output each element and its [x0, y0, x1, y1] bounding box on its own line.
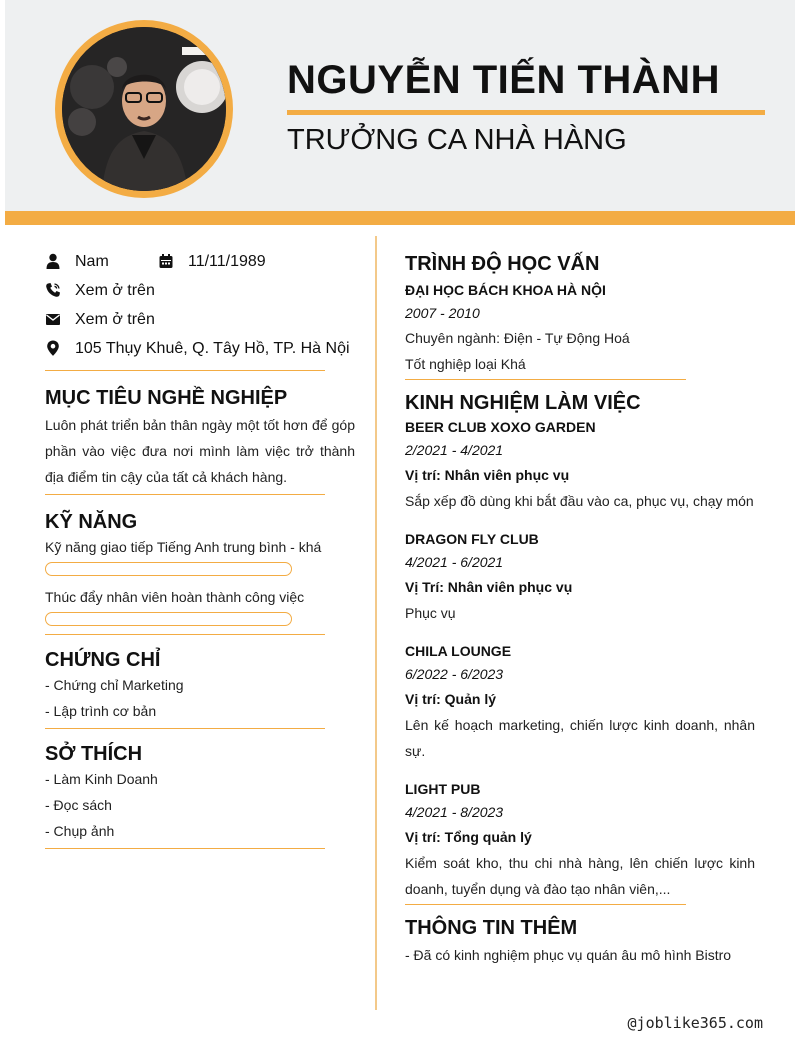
education-major: Chuyên ngành: Điện - Tự Động Hoá [405, 330, 630, 346]
phone-value: Xem ở trên [75, 282, 155, 299]
hobbies-heading: SỞ THÍCH [45, 743, 143, 765]
job-role: Vị trí: Nhân viên phục vụ [405, 467, 570, 483]
company-name: CHILA LOUNGE [405, 643, 512, 659]
experience-entry [405, 777, 755, 902]
objective-heading: MỤC TIÊU NGHỀ NGHIỆP [45, 387, 288, 409]
separator [45, 494, 325, 495]
job-description: Kiểm soát kho, thu chi nhà hàng, lên chiến lược kinh doanh, tuyển dụng và đào tạo nhân viên,... [405, 855, 755, 897]
job-dates: 4/2021 - 8/2023 [405, 804, 504, 820]
right-column [405, 253, 755, 968]
company-name: LIGHT PUB [405, 781, 481, 797]
experience-entry [405, 639, 755, 764]
location-pin-icon [45, 340, 61, 356]
header-accent-bar [5, 211, 795, 225]
skill-level-bar [45, 562, 292, 576]
experience-entry [405, 527, 755, 626]
separator [45, 728, 325, 729]
skills-heading: KỸ NĂNG [45, 511, 138, 533]
calendar-icon [158, 253, 174, 269]
hobby-item: - Đọc sách [45, 797, 112, 813]
skill-label: Thúc đẩy nhân viên hoàn thành công việc [45, 589, 305, 605]
email-icon [45, 311, 61, 327]
email-value: Xem ở trên [75, 311, 155, 328]
school-name: ĐẠI HỌC BÁCH KHOA HÀ NỘI [405, 282, 606, 298]
candidate-name: NGUYỄN TIẾN THÀNH [287, 58, 720, 102]
profile-photo [62, 27, 226, 191]
certificates-heading: CHỨNG CHỈ [45, 649, 161, 671]
separator [45, 634, 325, 635]
education-dates: 2007 - 2010 [405, 305, 480, 321]
contact-email [45, 306, 355, 335]
contact-address [45, 335, 355, 364]
certificate-item: - Lập trình cơ bản [45, 703, 157, 719]
hobby-item: - Chụp ảnh [45, 823, 115, 839]
skill-label: Kỹ năng giao tiếp Tiếng Anh trung bình - khá [45, 539, 322, 555]
extra-info-heading: THÔNG TIN THÊM [405, 917, 578, 939]
education-grade: Tốt nghiệp loại Khá [405, 356, 526, 372]
skill-level-bar [45, 612, 292, 626]
contact-gender-birthday [45, 248, 355, 277]
experience-heading: KINH NGHIỆM LÀM VIỆC [405, 392, 641, 414]
job-dates: 2/2021 - 4/2021 [405, 442, 504, 458]
profile-photo-illustration [62, 27, 226, 191]
company-name: BEER CLUB XOXO GARDEN [405, 419, 596, 435]
job-description: Phục vụ [405, 605, 456, 621]
job-description: Lên kế hoạch marketing, chiến lược kinh doanh, nhân sự. [405, 717, 755, 759]
hobby-item: - Làm Kinh Doanh [45, 771, 158, 787]
avatar [55, 20, 233, 198]
experience-entry [405, 415, 755, 514]
column-divider [375, 236, 377, 1010]
separator [405, 379, 686, 380]
company-name: DRAGON FLY CLUB [405, 531, 539, 547]
birthday-value: 11/11/1989 [188, 253, 266, 270]
objective-text: Luôn phát triển bản thân ngày một tốt hơn để góp phần vào việc đưa nơi mình làm việc trở thành địa điểm tin cậy của tất cả khách hàng. [45, 417, 355, 485]
certificate-item: - Chứng chỉ Marketing [45, 677, 184, 693]
address-value: 105 Thụy Khuê, Q. Tây Hồ, TP. Hà Nội [75, 340, 350, 357]
separator [45, 370, 325, 371]
job-dates: 6/2022 - 6/2023 [405, 666, 504, 682]
person-icon [45, 253, 61, 269]
extra-info-text: - Đã có kinh nghiệm phục vụ quán âu mô hình Bistro [405, 947, 732, 963]
name-underline [287, 110, 765, 115]
left-column [45, 248, 355, 849]
gender-value: Nam [75, 253, 109, 270]
separator [45, 848, 325, 849]
separator [405, 904, 686, 905]
education-heading: TRÌNH ĐỘ HỌC VẤN [405, 253, 600, 275]
job-role: Vị trí: Quản lý [405, 691, 497, 707]
contact-phone [45, 277, 355, 306]
job-dates: 4/2021 - 6/2021 [405, 554, 504, 570]
watermark: @joblike365.com [627, 1014, 763, 1032]
job-role: Vị trí: Tổng quản lý [405, 829, 532, 845]
job-role: Vị Trí: Nhân viên phục vụ [405, 579, 573, 595]
job-title: TRƯỞNG CA NHÀ HÀNG [287, 124, 627, 156]
job-description: Sắp xếp đồ dùng khi bắt đầu vào ca, phục vụ, chạy món [405, 493, 754, 509]
phone-icon [45, 282, 61, 298]
